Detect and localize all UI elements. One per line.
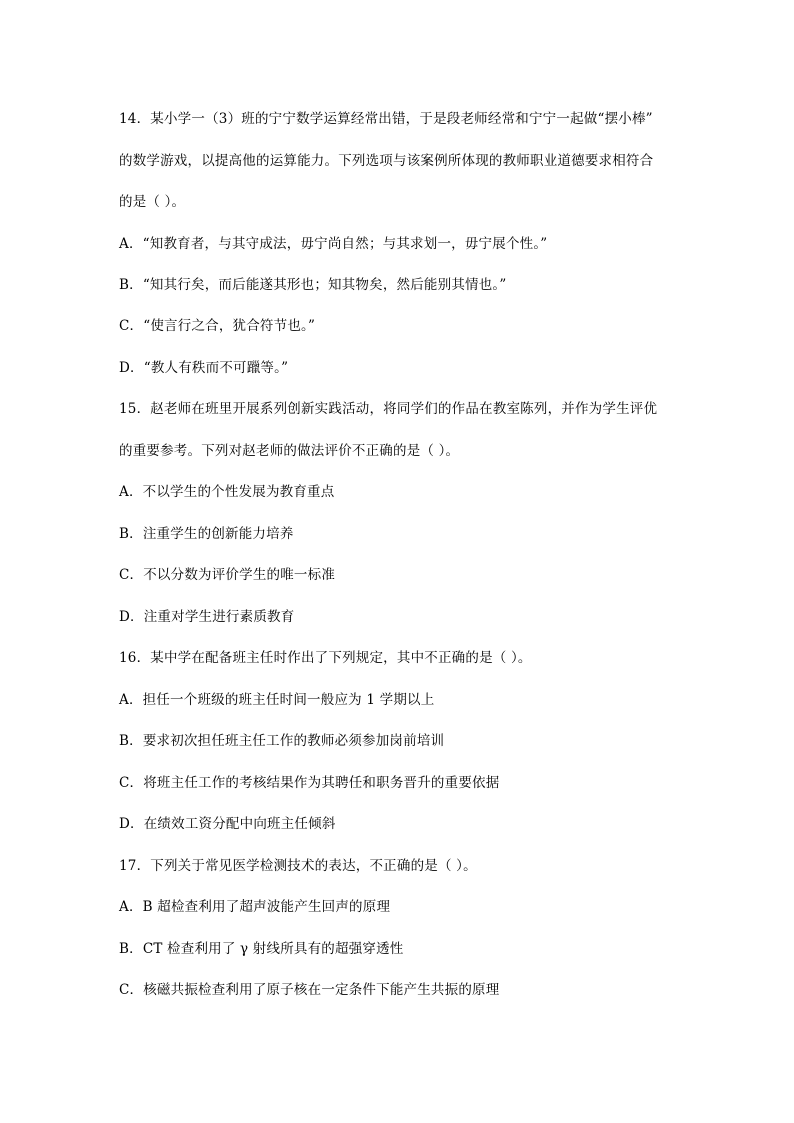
q17-option-a: A．B 超检查利用了超声波能产生回声的原理 xyxy=(119,899,391,915)
q15-option-b: B．注重学生的创新能力培养 xyxy=(119,526,294,542)
q15-option-a: A．不以学生的个性发展为教育重点 xyxy=(119,484,335,500)
q17-stem-line-1: 17．下列关于常见医学检测技术的表达，不正确的是（ ）。 xyxy=(119,858,477,874)
q15-stem-line-2: 的重要参考。下列对赵老师的做法评价不正确的是（ ）。 xyxy=(119,443,460,459)
q14-option-b: B．“知其行矣，而后能遂其形也；知其物矣，然后能别其情也。” xyxy=(119,277,507,293)
q14-option-c: C．“使言行之合，犹合符节也。” xyxy=(119,318,316,334)
q14-stem-line-3: 的是（ ）。 xyxy=(119,194,186,210)
q14-option-a: A．“知教育者，与其守成法，毋宁尚自然；与其求划一，毋宁展个性。” xyxy=(119,236,548,252)
q15-option-c: C．不以分数为评价学生的唯一标准 xyxy=(119,567,336,583)
q15-stem-line-1: 15．赵老师在班里开展系列创新实践活动，将同学们的作品在教室陈列，并作为学生评优 xyxy=(119,401,658,417)
q16-option-c: C．将班主任工作的考核结果作为其聘任和职务晋升的重要依据 xyxy=(119,775,500,791)
q17-option-b: B．CT 检查利用了 γ 射线所具有的超强穿透性 xyxy=(119,941,404,957)
q14-stem-line-2: 的数学游戏，以提高他的运算能力。下列选项与该案例所体现的教师职业道德要求相符合 xyxy=(119,153,654,169)
q15-option-d: D．注重对学生进行素质教育 xyxy=(119,609,295,625)
q16-option-b: B．要求初次担任班主任工作的教师必须参加岗前培训 xyxy=(119,733,445,749)
q17-option-c: C．核磁共振检查利用了原子核在一定条件下能产生共振的原理 xyxy=(119,982,500,998)
q16-stem-line-1: 16．某中学在配备班主任时作出了下列规定，其中不正确的是（ ）。 xyxy=(119,650,532,666)
q14-stem-line-1: 14．某小学一（3）班的宁宁数学运算经常出错，于是段老师经常和宁宁一起做“摆小棒” xyxy=(119,111,653,127)
q16-option-a: A．担任一个班级的班主任时间一般应为 1 学期以上 xyxy=(119,692,435,708)
q16-option-d: D．在绩效工资分配中向班主任倾斜 xyxy=(119,816,336,832)
q14-option-d: D．“教人有秩而不可躐等。” xyxy=(119,360,289,376)
